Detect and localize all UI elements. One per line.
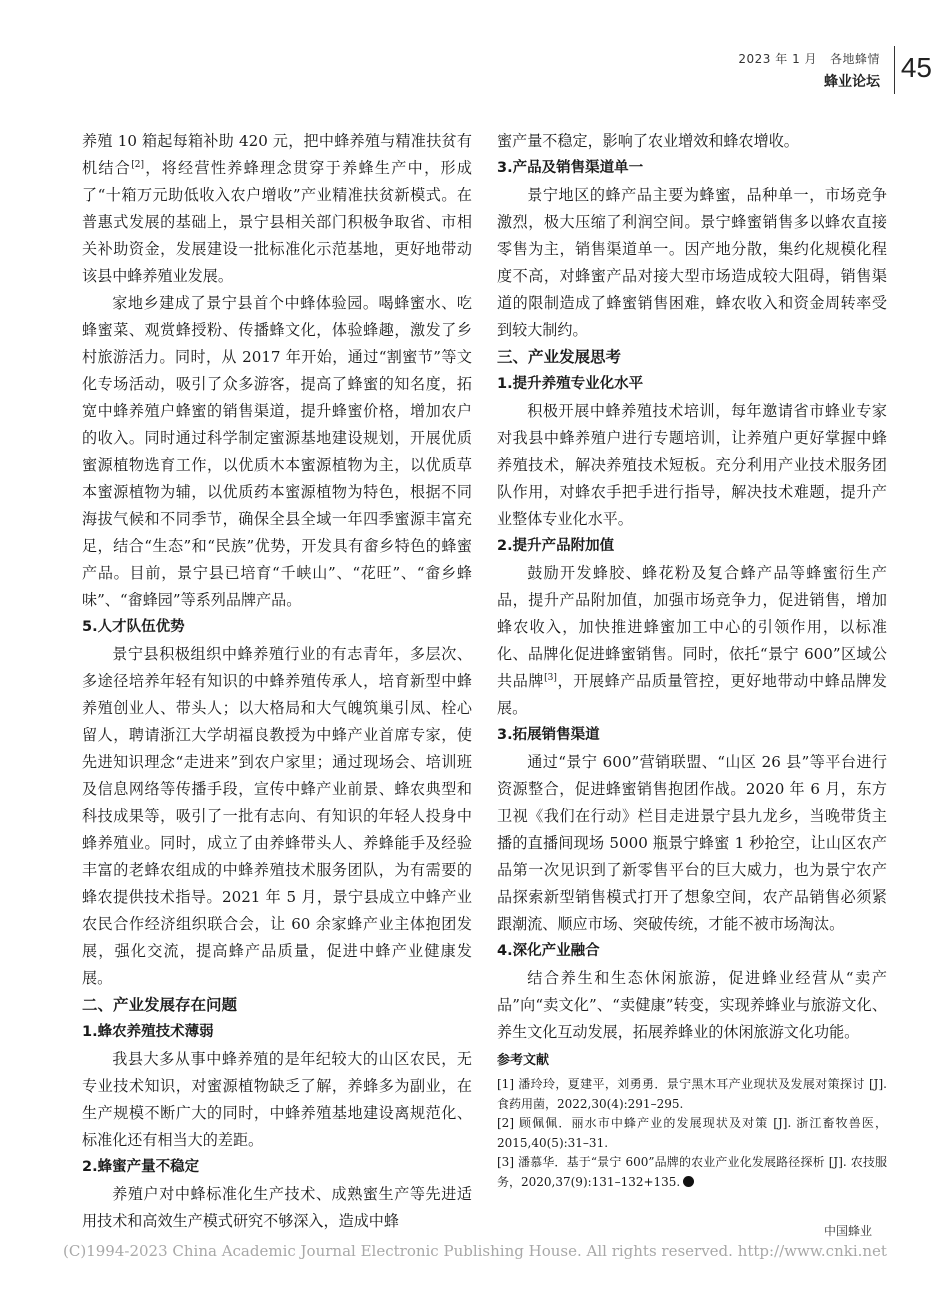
paragraph: 景宁县积极组织中蜂养殖行业的有志青年，多层次、多途径培养年轻有知识的中蜂养殖传承人，培育新型中蜂养殖创业人、带头人；以大格局和大气魄筑巢引凤、栓心留人，聘请浙江大学胡福良教授为中蜂产业首席专家，使先进知识理念“走进来”到农户家里；通过现场会、培训班及信息网络等传播手段，宣传中蜂产业前景、蜂农典型和科技成果等，吸引了一批有志向、有知识的年轻人投身中蜂养殖业。同时，成立了由养蜂带头人、养蜂能手及经验丰富的老蜂农组成的中蜂养殖技术服务团队，为有需要的蜂农提供技术指导。2021 年 5 月，景宁县成立中蜂产业农民合作经济组织联合会，让 60 余家蜂产业主体抱团发展，强化交流，提高蜂产品质量，促进中蜂产业健康发展。 <box>82 645 472 987</box>
paragraph: 家地乡建成了景宁县首个中蜂体验园。喝蜂蜜水、吃蜂蜜菜、观赏蜂授粉、传播蜂文化，体验蜂趣，激发了乡村旅游活力。同时，从 2017 年开始，通过“割蜜节”等文化专场活动，吸引了众多游客，提高了蜂蜜的知名度，拓宽中蜂养殖户蜂蜜的销售渠道，提升蜂蜜价格，增加农户的收入。同时通过科学制定蜜源基地建设规划，开展优质蜜源植物选育工作，以优质木本蜜源植物为主，以优质草本蜜源植物为辅，以优质药本蜜源植物为特色，根据不同海拔气候和不同季节，确保全县全域一年四季蜜源丰富充足，结合“生态”和“民族”优势，开发具有畲乡特色的蜂蜜产品。目前，景宁县已培育“千峡山”、“花旺”、“畲乡蜂味”、“畲蜂园”等系列品牌产品。 <box>82 294 472 609</box>
issue-date: 2023 年 1 月 <box>738 52 818 66</box>
end-mark-icon <box>683 1176 694 1187</box>
page-header <box>738 50 880 91</box>
copyright-notice: (C)1994-2023 China Academic Journal Electronic Publishing House. All rights reserved. http://www.cnki.net <box>63 1242 887 1260</box>
paragraph: 蜜产量不稳定，影响了农业增效和蜂农增收。 <box>497 132 799 150</box>
page-number: 45 <box>900 52 932 83</box>
subsection-heading: 3.产品及销售渠道单一 <box>497 160 644 176</box>
section-heading: 二、产业发展存在问题 <box>82 996 238 1014</box>
reference-item: [1] 潘玲玲，夏建平，刘勇勇．景宁黑木耳产业现状及发展对策探讨 [J]. 食药用菌，2022,30(4):291–295. <box>497 1077 887 1111</box>
subsection-heading: 3.拓展销售渠道 <box>497 727 600 743</box>
reference-item: [2] 顾佩佩．丽水市中蜂产业的发展现状及对策 [J]. 浙江畜牧兽医，2015,40(5):31–31. <box>497 1116 887 1150</box>
magazine-name: 中国蜂业 <box>823 1224 872 1238</box>
paragraph: 积极开展中蜂养殖技术培训，每年邀请省市蜂业专家对我县中蜂养殖户进行专题培训，让养殖户更好掌握中蜂养殖技术，解决养殖技术短板。充分利用产业技术服务团队作用，对蜂农手把手进行指导，解决技术难题，提升产业整体专业化水平。 <box>497 402 887 528</box>
subsection-heading: 2.提升产品附加值 <box>497 538 615 554</box>
paragraph: 养殖户对中蜂标准化生产技术、成熟蜜生产等先进适用技术和高效生产模式研究不够深入，造成中蜂 <box>82 1185 472 1230</box>
paragraph: 景宁地区的蜂产品主要为蜂蜜，品种单一，市场竞争激烈，极大压缩了利润空间。景宁蜂蜜销售多以蜂农直接零售为主，销售渠道单一。因产地分散，集约化规模化程度不高，对蜂蜜产品对接大型市场造成较大阻碍，销售渠道的限制造成了蜂蜜销售困难，蜂农收入和资金周转率受到较大制约。 <box>497 186 887 339</box>
right-column <box>497 128 887 1192</box>
issue-info <box>738 50 880 67</box>
subsection-heading: 1.提升养殖专业化水平 <box>497 376 644 392</box>
section-heading: 三、产业发展思考 <box>497 348 622 366</box>
subsection-heading: 5.人才队伍优势 <box>82 619 185 635</box>
subsection-heading: 2.蜂蜜产量不稳定 <box>82 1159 200 1175</box>
reference-item: [3] 潘慕华．基于“景宁 600”品牌的农业产业化发展路径探析 [J]. 农技服务，2020,37(9):131–132+135. <box>497 1155 887 1189</box>
citation: [2] <box>131 160 144 170</box>
citation: [3] <box>544 673 557 683</box>
subsection-heading: 4.深化产业融合 <box>497 943 600 959</box>
paragraph: 通过“景宁 600”营销联盟、“山区 26 县”等平台进行资源整合，促进蜂蜜销售抱团作战。2020 年 6 月，东方卫视《我们在行动》栏目走进景宁县九龙乡，当晚带货主播的直播间现场 5000 瓶景宁蜂蜜 1 秒抢空，让山区农产品第一次见识到了新零售平台的巨大威力，也为景宁农产品探索新型销售模式打开了想象空间，农产品销售必须紧跟潮流、顺应市场、突破传统，才能不被市场淘汰。 <box>497 753 887 933</box>
references-heading: 参考文献 <box>497 1053 550 1068</box>
header-divider <box>894 46 895 94</box>
subsection-heading: 1.蜂农养殖技术薄弱 <box>82 1024 214 1040</box>
paragraph: 养殖 10 箱起每箱补助 420 元，把中蜂养殖与精准扶贫有机结合[2]，将经营性养蜂理念贯穿于养蜂生产中，形成了“十箱万元助低收入农户增收”产业精准扶贫新模式。在普惠式发展的基础上，景宁县相关部门积极争取省、市相关补助资金，发展建设一批标准化示范基地，更好地带动该县中蜂养殖业发展。 <box>82 132 472 285</box>
section-name: 各地蜂情 <box>829 52 880 66</box>
left-column <box>82 128 472 1235</box>
paragraph: 我县大多从事中蜂养殖的是年纪较大的山区农民，无专业技术知识，对蜜源植物缺乏了解，养蜂多为副业，在生产规模不断广大的同时，中蜂养殖基地建设离规范化、标准化还有相当大的差距。 <box>82 1050 472 1149</box>
column-title: 蜂业论坛 <box>824 74 880 90</box>
paragraph: 鼓励开发蜂胶、蜂花粉及复合蜂产品等蜂蜜衍生产品，提升产品附加值，加强市场竞争力，促进销售，增加蜂农收入，加快推进蜂蜜加工中心的引领作用，以标准化、品牌化促进蜂蜜销售。同时，依托“景宁 600”区域公共品牌[3]，开展蜂产品质量管控，更好地带动中蜂品牌发展。 <box>497 564 887 717</box>
paragraph: 结合养生和生态休闲旅游，促进蜂业经营从“卖产品”向“卖文化”、“卖健康”转变，实现养蜂业与旅游文化、养生文化互动发展，拓展养蜂业的休闲旅游文化功能。 <box>497 969 887 1041</box>
